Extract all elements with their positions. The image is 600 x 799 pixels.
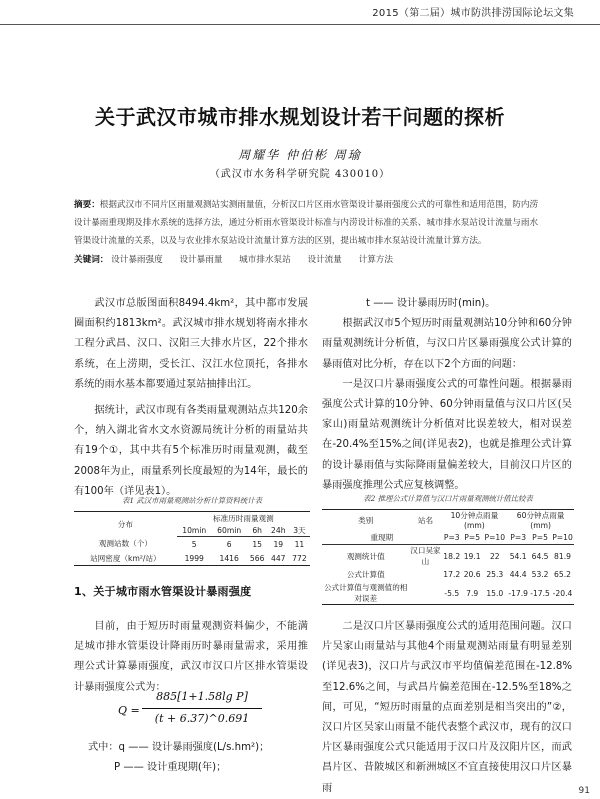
- table2-group: 60分钟点雨量(mm): [516, 511, 565, 530]
- keywords: [74, 253, 544, 265]
- cell: -17.9: [508, 588, 528, 598]
- keyword: 设计流量: [307, 255, 342, 265]
- cell: 772: [292, 553, 307, 563]
- table-row: [322, 545, 574, 568]
- cell: 1416: [219, 553, 239, 563]
- row-label: 公式计算值与观测值的相对误差: [323, 583, 408, 603]
- table1-header-left: 分布: [117, 519, 133, 529]
- cell: 20.6: [463, 570, 481, 579]
- keyword: 计算方法: [358, 255, 393, 265]
- table2-caption: 表2 推理公式计算值与汉口片雨量观测统计值比较表: [363, 494, 533, 503]
- row-label: 观测统计值: [346, 551, 385, 561]
- table-row: [322, 582, 574, 605]
- table2-group: 10分钟点雨量(mm): [450, 511, 499, 530]
- station: [409, 567, 441, 582]
- cell: -17.5: [530, 588, 550, 598]
- t-definition: t —— 设计暴雨历时(min)。: [366, 298, 496, 309]
- station: [409, 582, 441, 605]
- cell: 64.5: [531, 551, 549, 561]
- cell: 19: [273, 539, 284, 549]
- right-column-body: [322, 617, 572, 799]
- table1-col: 24h: [268, 524, 289, 537]
- cell: 15.0: [486, 588, 504, 598]
- rainfall-formula: [118, 690, 308, 736]
- header-rule: [0, 24, 600, 25]
- abstract: [74, 196, 544, 250]
- table1-col: 60min: [212, 524, 247, 537]
- formula-numerator: 885[1+1.58lg P]: [156, 690, 248, 703]
- table2-sub-label: 重现期: [322, 530, 442, 545]
- row-label: 站网密度（km²/站）: [90, 553, 161, 563]
- formula-denominator: (t + 6.37)^0.691: [154, 712, 250, 725]
- table-row: [322, 567, 574, 582]
- table1-col: 6h: [247, 524, 268, 537]
- table2-header-a: 类别: [358, 515, 374, 525]
- formula-note: 式中：q —— 设计暴雨强度(L/s.hm²)；: [88, 742, 270, 753]
- cell: 5: [191, 539, 197, 549]
- fraction-bar: [142, 708, 262, 709]
- table2: [322, 509, 574, 605]
- table2-sub-col: P=10: [482, 530, 507, 545]
- table2-header-b: 站名: [417, 515, 434, 525]
- authors: 周耀华 仲伯彬 周瑜: [238, 148, 362, 162]
- cell: -5.5: [444, 588, 460, 598]
- cell: 65.2: [554, 570, 571, 579]
- table1: [74, 511, 310, 566]
- station: 汉口吴家山: [410, 546, 441, 566]
- left-column-body: [74, 617, 308, 698]
- row-label: 观测站数（个）: [98, 539, 152, 549]
- section-heading: 1、关于城市雨水管渠设计暴雨强度: [74, 585, 252, 598]
- cell: 1999: [184, 553, 204, 563]
- cell: 18.2: [443, 551, 461, 561]
- cell: 17.2: [443, 570, 461, 579]
- right-column-intro: [322, 294, 572, 496]
- paragraph: 一是汉口片暴雨强度公式的可靠性问题。根据暴雨强度公式计算的10分钟、60分钟雨量值与汉口片区(吴家山)雨量站观测统计分析值对比误差较大，相对误差在-20.4%至15%之间(详见表2)，也就是推理公式计算的设计暴雨值与实际降雨量偏差较大，目前汉口片区的暴雨强度推理公式应复核调整。: [322, 378, 572, 491]
- paragraph: 二是汉口片区暴雨强度公式的适用范围问题。汉口片吴家山雨量站与其他4个雨量观测站雨量有明显差别(详见表3)，汉口片与武汉市平均值偏差范围在-12.8%至12.6%之间，与武昌片偏差范围在-12.5%至18%之间，可见，“短历时雨量的点面差别是相当突出的”②，汉口片区吴家山雨量不能代表整个武汉市，现有的汉口片区暴雨强度公式只能适用于汉口片及汉阳片区，而武昌片区、昔陂城区和新洲城区不宜直接使用汉口片区暴雨: [322, 621, 572, 794]
- left-column-intro: [74, 294, 308, 502]
- table1-caption: 表1 武汉市雨量观测站分析计算资料统计表: [121, 496, 263, 505]
- cell: 11: [294, 539, 305, 549]
- table2-sub-col: P=5: [529, 530, 551, 545]
- cell: 6: [226, 539, 232, 549]
- cell: -20.4: [552, 588, 573, 598]
- formula-lhs: Q =: [118, 704, 140, 717]
- keywords-label: 关键词：: [74, 255, 109, 265]
- table1-col: 3天: [289, 524, 310, 537]
- header-text: 2015（第二届）城市防洪排涝国际论坛文集: [372, 8, 574, 19]
- table-row: [74, 551, 310, 566]
- cell: 22: [489, 551, 500, 561]
- paper-title: 关于武汉市城市排水规划设计若干问题的探析: [95, 105, 505, 129]
- cell: 81.9: [554, 551, 571, 561]
- keyword: 城市排水泵站: [239, 255, 291, 265]
- cell: 15: [252, 539, 262, 549]
- cell: 54.1: [509, 551, 527, 561]
- paragraph: 据统计，武汉市现有各类雨量观测站点共120余个，纳入湖北省水文水资源局统计分析的雨量站共有19个①，其中共有5个标准历时雨量观测，截至2008年为止，雨量系列长度最短的为14年，最长的有100年（详见表1）。: [74, 405, 308, 497]
- affiliation: （武汉市水务科学研究院 430010）: [209, 169, 391, 180]
- formula-note: P —— 设计重现期(年)；: [114, 762, 227, 774]
- table2-sub-col: P=3: [442, 530, 462, 545]
- page-number: 91: [578, 786, 590, 796]
- cell: 566: [249, 553, 265, 563]
- table1-col: 10min: [177, 524, 212, 537]
- cell: 25.3: [486, 570, 504, 579]
- cell: 53.2: [531, 570, 549, 579]
- keyword: 设计暴雨强度: [111, 255, 163, 265]
- table1-header-group: 标准历时雨量观测: [213, 513, 274, 523]
- table-row: [74, 537, 310, 552]
- keyword: 设计暴雨量: [179, 255, 223, 265]
- cell: 19.1: [463, 551, 481, 561]
- cell: 447: [271, 553, 286, 563]
- cell: 44.4: [509, 570, 527, 579]
- abstract-text: 根据武汉市不同片区雨量观测站实测雨量值，分析汉口片区雨水管渠设计暴雨强度公式的可靠性和适用范围，防内涝设计暴雨重现期及排水系统的选择方法，通过分析雨水管渠设计标准与内涝设计标准的关系、城市排水泵站设计流量与雨水管渠设计流量的关系，以及与农业排水泵站设计流量计算方法的区别，提出城市排水泵站设计流量计算方法。: [74, 200, 539, 246]
- table2-sub-col: P=3: [507, 530, 529, 545]
- table2-sub-col: P=5: [462, 530, 482, 545]
- cell: 7.9: [466, 588, 479, 598]
- paragraph: 武汉市总版图面积8494.4km²，其中都市发展圈面积约1813km²。武汉城市排水规划将南水排水工程分武昌、汉口、汉阳三大排水片区，22个排水系统，在上涝期，受长江、汉江水位顶托，各排水系统的雨水基本都要通过泵站抽排出江。: [74, 298, 308, 390]
- abstract-label: 摘要：: [74, 200, 100, 210]
- running-header: [0, 0, 600, 22]
- paragraph: 目前，由于短历时雨量观测资料偏少，不能满足城市排水管渠设计降雨历时暴雨量需求，采用推理公式计算暴雨强度，武汉市汉口片区排水管渠设计暴雨强度公式为：: [74, 621, 308, 693]
- formula-notes: [74, 738, 308, 778]
- paragraph: 根据武汉市5个短历时雨量观测站10分钟和60分钟雨量观测统计分析值，与汉口片区暴雨强度公式计算的暴雨值对比分析，存在以下2个方面的问题：: [322, 318, 572, 370]
- table2-sub-col: P=10: [551, 530, 574, 545]
- row-label: 公式计算值: [346, 570, 385, 579]
